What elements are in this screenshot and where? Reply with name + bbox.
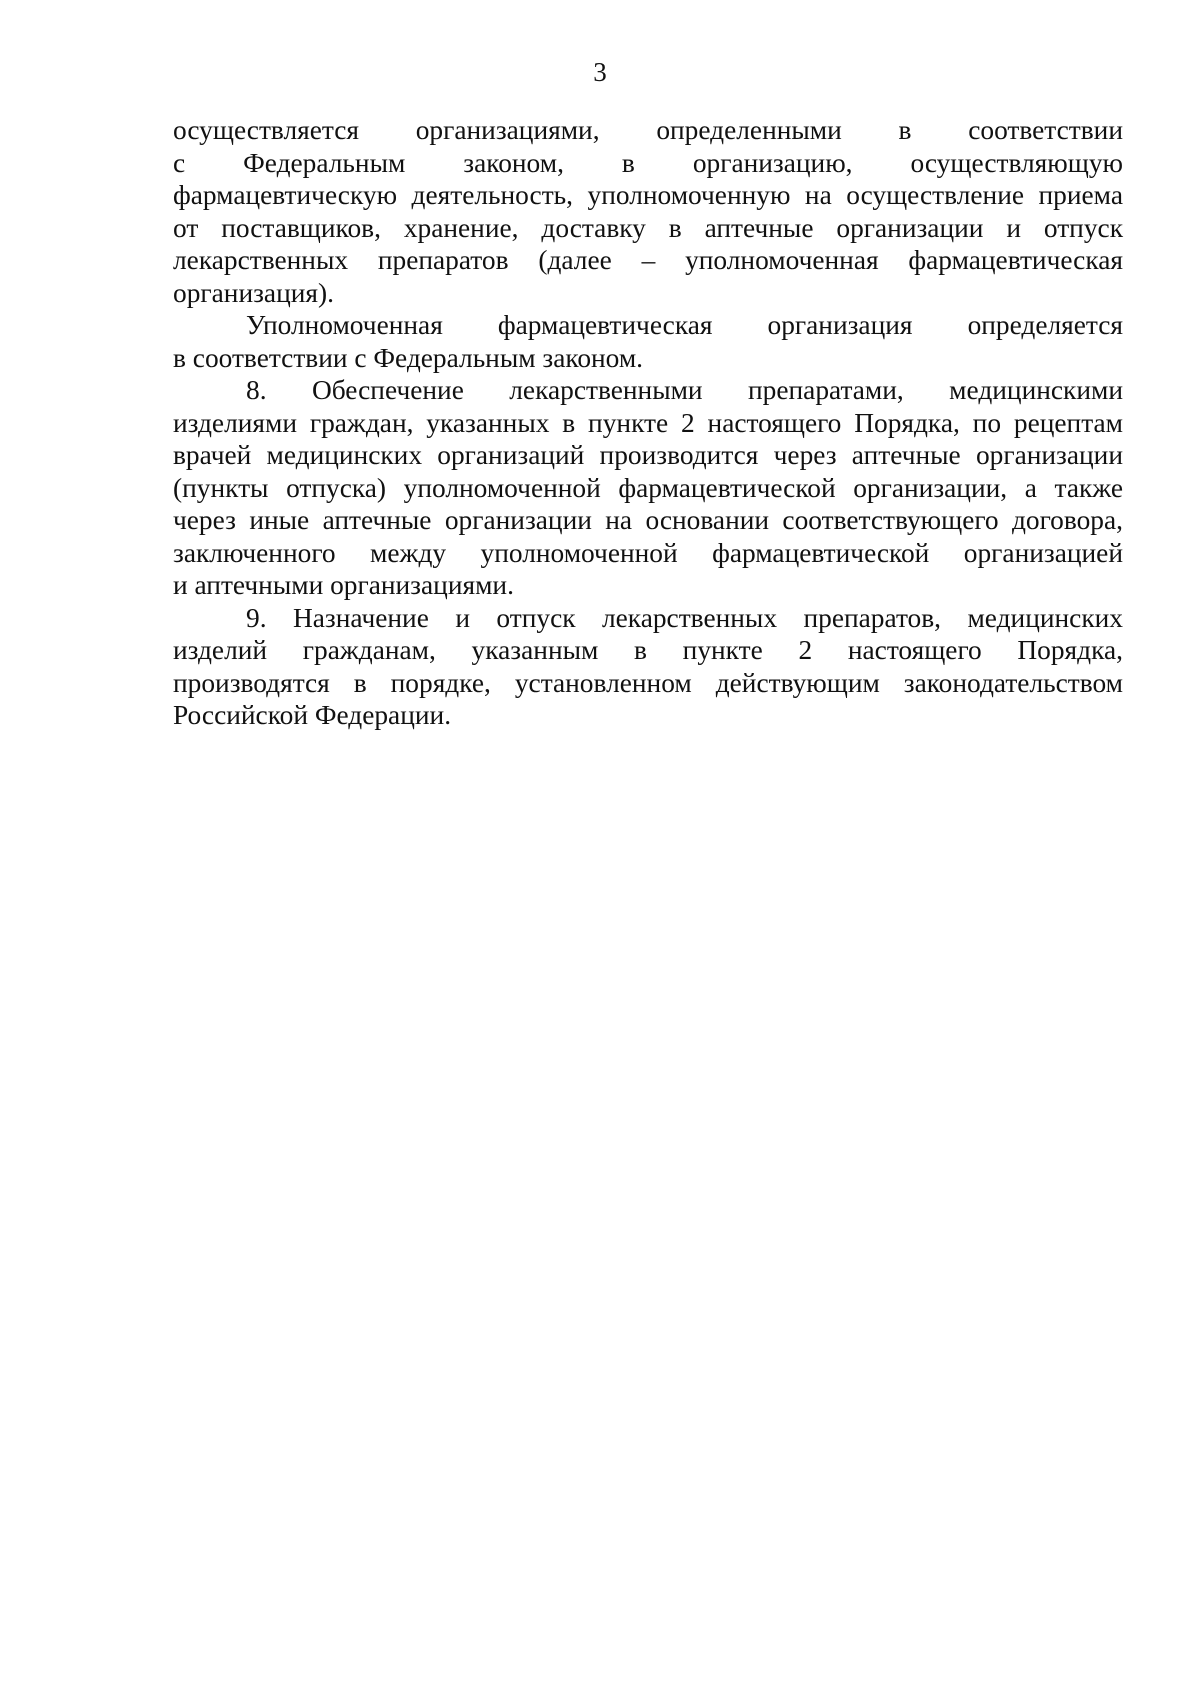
text-line: организация). — [173, 277, 334, 308]
text-line: изделиями граждан, указанных в пункте 2 настоящего Порядка, по рецептам — [173, 407, 1123, 438]
text-line: с Федеральным законом, в организацию, осуществляющую — [173, 147, 1123, 178]
text-line: изделий гражданам, указанным в пункте 2 настоящего Порядка, — [173, 635, 1123, 665]
paragraph-continuation — [173, 114, 1123, 309]
text-line: в соответствии с Федеральным законом. — [173, 342, 644, 373]
text-line: через иные аптечные организации на основании соответствующего договора, — [173, 505, 1123, 535]
text-line: 8. Обеспечение лекарственными препаратами, медицинскими — [246, 375, 1123, 405]
text-line: и аптечными организациями. — [173, 570, 514, 600]
page-number: 3 — [593, 57, 607, 87]
paragraph-item-8 — [173, 374, 1123, 602]
text-line: фармацевтическую деятельность, уполномоченную на осуществление приема — [173, 180, 1123, 210]
text-line: врачей медицинских организаций производится через аптечные организации — [173, 440, 1123, 470]
text-line: заключенного между уполномоченной фармацевтической организацией — [173, 537, 1123, 568]
text-line: 9. Назначение и отпуск лекарственных препаратов, медицинских — [246, 602, 1123, 633]
text-line: от поставщиков, хранение, доставку в аптечные организации и отпуск — [173, 212, 1123, 243]
text-line: (пункты отпуска) уполномоченной фармацевтической организации, а также — [173, 472, 1123, 503]
paragraph-authorized-organization — [173, 309, 1123, 374]
text-line: Российской Федерации. — [173, 700, 452, 730]
text-line: Уполномоченная фармацевтическая организация определяется — [246, 310, 1123, 340]
paragraph-item-9 — [173, 602, 1123, 732]
document-body — [173, 114, 1123, 732]
text-line: осуществляется организациями, определенными в соответствии — [173, 115, 1123, 145]
text-line: производятся в порядке, установленном действующим законодательством — [173, 667, 1123, 698]
text-line: лекарственных препаратов (далее – уполномоченная фармацевтическая — [173, 245, 1123, 275]
